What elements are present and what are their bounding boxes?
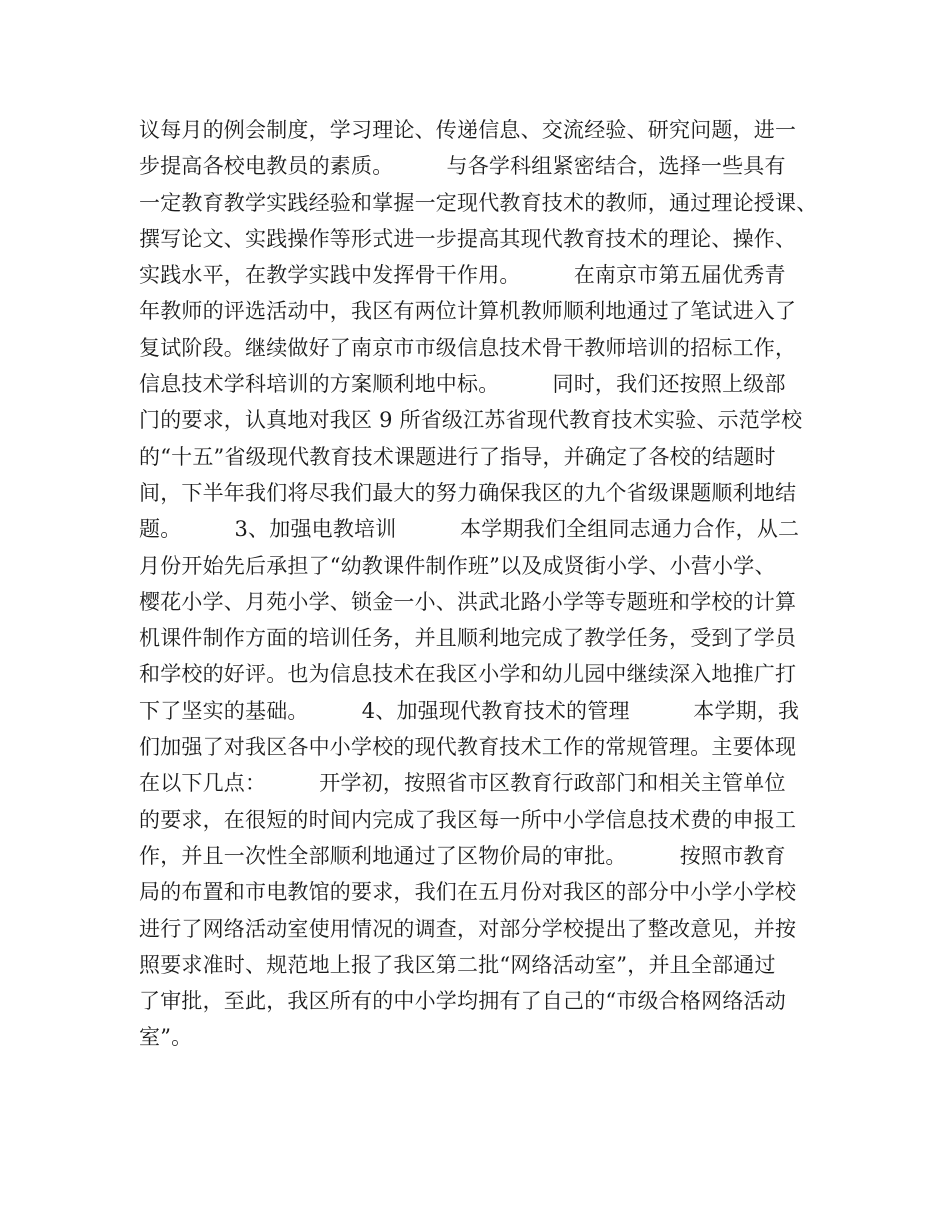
text-line-15: 机课件制作方面的培训任务，并且顺利地完成了教学任务，受到了学员 — [139, 626, 797, 651]
text-line-19: 在以下几点： 开学初，按照省市区教育行政部门和相关主管单位 — [139, 771, 786, 796]
text-line-24: 照要求准时、规范地上报了我区第二批“网络活动室”，并且全部通过 — [139, 952, 776, 977]
text-line-17: 下了坚实的基础。 4、加强现代教育技术的管理 本学期，我 — [139, 698, 800, 723]
text-line-20: 的要求，在很短的时间内完成了我区每一所中小学信息技术费的申报工 — [139, 807, 797, 832]
text-line-13: 月份开始先后承担了“幼教课件制作班”以及成贤街小学、小营小学、 — [139, 553, 776, 578]
text-line-4: 撰写论文、实践操作等形式进一步提高其现代教育技术的理论、操作、 — [139, 226, 797, 251]
text-line-6: 年教师的评选活动中，我区有两位计算机教师顺利地通过了笔试进入了 — [139, 299, 797, 324]
text-line-18: 们加强了对我区各中小学校的现代教育技术工作的常规管理。主要体现 — [139, 735, 797, 760]
text-line-2: 步提高各校电教员的素质。 与各学科组紧密结合，选择一些具有 — [139, 154, 786, 179]
text-line-10: 的“十五”省级现代教育技术课题进行了指导，并确定了各校的结题时 — [139, 444, 776, 469]
text-line-8: 信息技术学科培训的方案顺利地中标。 同时，我们还按照上级部 — [139, 372, 786, 397]
text-line-5: 实践水平，在教学实践中发挥骨干作用。 在南京市第五届优秀青 — [139, 263, 786, 288]
text-line-11: 间，下半年我们将尽我们最大的努力确保我区的九个省级课题顺利地结 — [139, 480, 797, 505]
text-line-22: 局的布置和市电教馆的要求，我们在五月份对我区的部分中小学小学校 — [139, 880, 797, 905]
text-line-1: 议每月的例会制度，学习理论、传递信息、交流经验、研究问题，进一 — [139, 118, 797, 142]
text-line-16: 和学校的好评。也为信息技术在我区小学和幼儿园中继续深入地推广打 — [139, 662, 797, 687]
text-line-25: 了审批，至此，我区所有的中小学均拥有了自己的“市级合格网络活动 — [139, 989, 786, 1014]
text-line-7: 复试阶段。继续做好了南京市市级信息技术骨干教师培训的招标工作， — [139, 335, 797, 360]
text-line-14: 樱花小学、月苑小学、锁金一小、洪武北路小学等专题班和学校的计算 — [139, 589, 797, 614]
text-line-3: 一定教育教学实践经验和掌握一定现代教育技术的教师，通过理论授课、 — [139, 190, 818, 215]
body-text — [139, 112, 839, 1056]
text-line-9: 门的要求，认真地对我区 9 所省级江苏省现代教育技术实验、示范学校 — [139, 408, 803, 433]
text-line-12: 题。 3、加强电教培训 本学期我们全组同志通力合作，从二 — [139, 517, 800, 542]
text-line-23: 进行了网络活动室使用情况的调查，对部分学校提出了整改意见，并按 — [139, 916, 797, 941]
text-line-26: 室”。 — [139, 1025, 193, 1050]
text-line-21: 作，并且一次性全部顺利地通过了区物价局的审批。 按照市教育 — [139, 843, 786, 868]
